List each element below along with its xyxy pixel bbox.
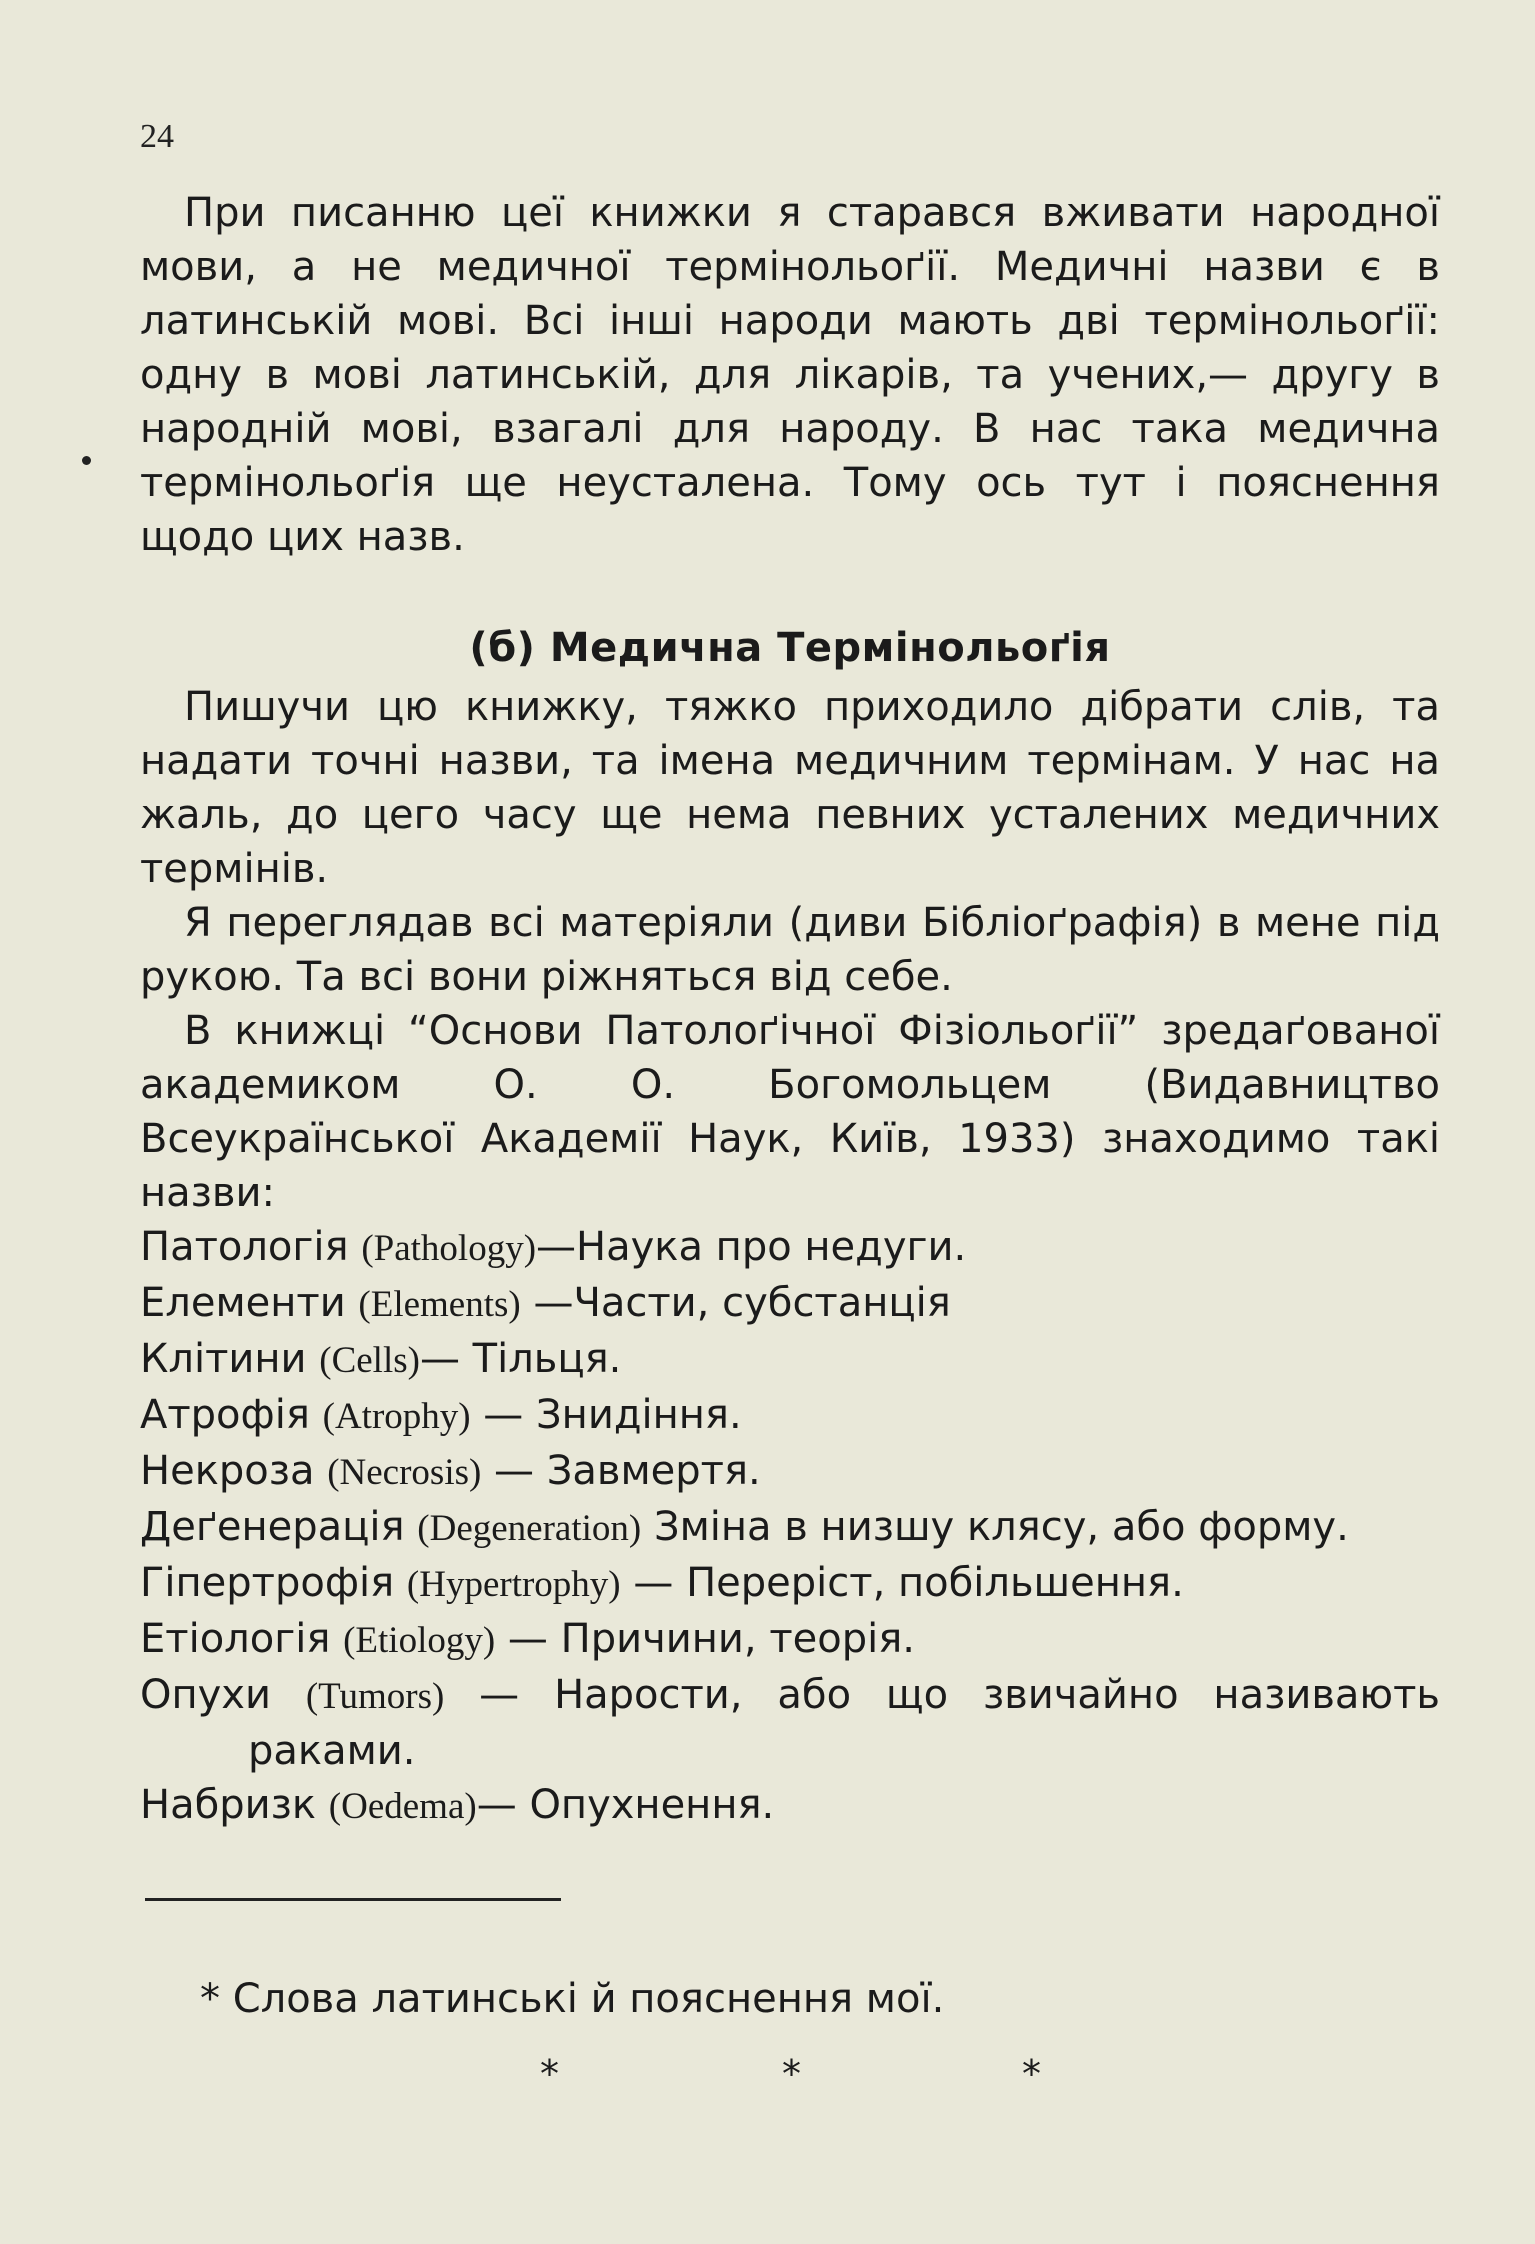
page-number: 24 [140, 118, 174, 155]
term-word: Набризк [140, 1782, 317, 1828]
paragraph-2: Я переглядав всі матеріяли (диви Бібліоґрафія) в мене під рукою. Та всі вони ріжняться від себе. [140, 900, 1440, 1000]
print-speck [82, 456, 91, 465]
term-latin: (Tumors) [305, 1676, 445, 1717]
footnote: * Слова латинські й пояснення мої. [200, 1976, 945, 2022]
term-entry [140, 1220, 1440, 1276]
term-meaning: Причини, теорія. [560, 1616, 915, 1662]
term-meaning: Зміна в низшу клясу, або форму. [653, 1504, 1349, 1550]
term-separator [641, 1504, 654, 1550]
term-meaning: Части, субстанція [573, 1280, 951, 1326]
term-entry [140, 1276, 1440, 1332]
term-meaning: Переріст, побільшення. [686, 1560, 1184, 1606]
ornament-star: * [540, 2052, 559, 2096]
paragraph-3: В книжці “Основи Патолоґічної Фізіольоґії” зредаґованої академиком О. О. Богомольцем (Видавництво Всеукраїнської Академії Наук, Київ, 1933) знаходимо такі назви: [140, 1008, 1440, 1216]
term-latin: (Pathology) [361, 1228, 537, 1269]
term-separator: — [470, 1392, 537, 1438]
term-separator: — [476, 1782, 530, 1828]
term-word: Опухи [140, 1672, 271, 1718]
term-entry [140, 1668, 1440, 1778]
term-entry [140, 1332, 1440, 1388]
term-separator: — [419, 1336, 473, 1382]
term-word: Атрофія [140, 1392, 310, 1438]
term-latin: (Cells) [319, 1340, 420, 1381]
term-separator: — [520, 1280, 574, 1326]
term-entry [140, 1612, 1440, 1668]
term-separator: — [444, 1672, 555, 1718]
term-meaning: Знидіння. [536, 1392, 742, 1438]
body-block [140, 680, 1440, 1220]
intro-paragraph: При писанню цеї книжки я старався вживати народної мови, а не медичної термінольоґії. Медичні назви є в латинській мові. Всі інші народи мають дві термінольоґії: одну в мові латинській, для лікарів, та учених,— другу в народній мові, взагалі для народу. В нас така медична термінольоґія ще неусталена. Тому ось тут і пояснення щодо цих назв. [140, 190, 1440, 560]
term-separator: — [620, 1560, 687, 1606]
paragraph-1: Пишучи цю книжку, тяжко приходило дібрати слів, та надати точні назви, та імена медичним термінам. У нас на жаль, до цего часу ще нема певних усталених медичних термінів. [140, 684, 1440, 892]
term-latin: (Necrosis) [327, 1452, 482, 1493]
section-ornament [0, 2052, 1535, 2096]
term-meaning: Тільця. [472, 1336, 622, 1382]
term-latin: (Oedema) [328, 1786, 477, 1827]
term-word: Патологія [140, 1224, 349, 1270]
term-entry [140, 1500, 1440, 1556]
term-entry [140, 1388, 1440, 1444]
term-latin: (Atrophy) [322, 1396, 471, 1437]
term-latin: (Etiology) [343, 1620, 496, 1661]
term-list [140, 1220, 1440, 1834]
term-entry [140, 1444, 1440, 1500]
intro-block [140, 186, 1440, 564]
term-meaning: Завмертя. [546, 1448, 761, 1494]
footnote-rule [145, 1898, 561, 1901]
ornament-star: * [1022, 2052, 1041, 2096]
term-separator: — [495, 1616, 561, 1662]
term-word: Деґенерація [140, 1504, 405, 1550]
ornament-star: * [782, 2052, 801, 2096]
term-word: Клітини [140, 1336, 307, 1382]
term-meaning: Опухнення. [529, 1782, 775, 1828]
term-separator: — [481, 1448, 547, 1494]
term-word: Етіологія [140, 1616, 331, 1662]
term-latin: (Elements) [358, 1284, 521, 1325]
term-latin: (Hypertrophy) [406, 1564, 621, 1605]
term-latin: (Degeneration) [417, 1508, 642, 1549]
term-word: Гіпертрофія [140, 1560, 395, 1606]
term-entry [140, 1778, 1440, 1834]
term-meaning: Наука про недуги. [576, 1224, 967, 1270]
section-heading: (б) Медична Термінольоґія [469, 625, 1111, 671]
term-word: Некроза [140, 1448, 315, 1494]
term-entry [140, 1556, 1440, 1612]
term-separator: — [536, 1224, 577, 1270]
term-meaning: Нарости, або що звичайно називають раками. [248, 1672, 1440, 1774]
term-word: Елементи [140, 1280, 346, 1326]
